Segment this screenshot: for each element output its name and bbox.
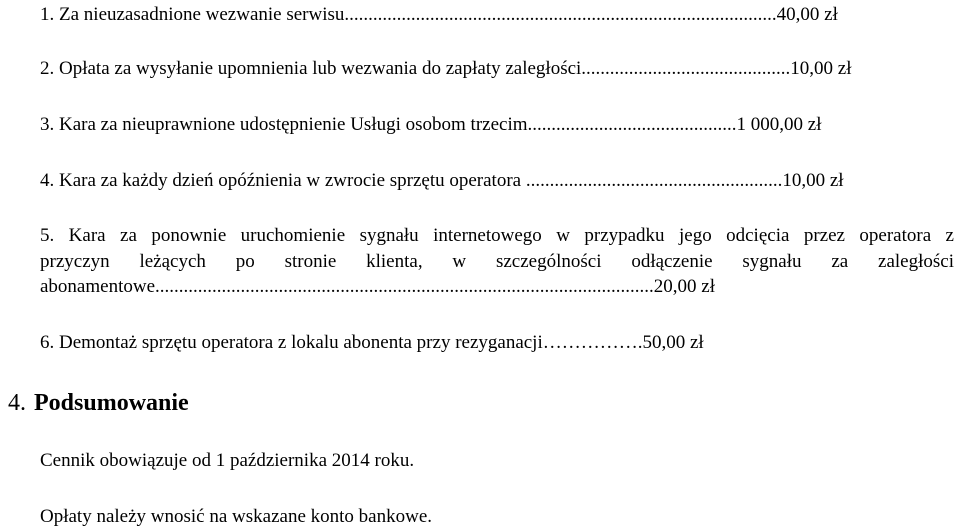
fee-item-5-line-3: abonamentowe.........................................................................................................20,00 zł [40, 276, 715, 297]
section-title: Podsumowanie [34, 390, 189, 416]
fee-item-5-line-2: przyczyn leżących po stronie klienta, w szczególności odłączenie sygnału za zaległości [40, 251, 954, 272]
fee-item-5-line-1: 5. Kara za ponownie uruchomienie sygnału internetowego w przypadku jego odcięcia przez operatora z [40, 225, 954, 246]
fee-item-1: 1. Za nieuzasadnione wezwanie serwisu...........................................................................................40,00 zł [40, 4, 838, 25]
fee-item-6: 6. Demontaż sprzętu operatora z lokalu abonenta przy rezyganacji…………….50,00 zł [40, 332, 704, 353]
section-heading [8, 389, 189, 417]
note-validity: Cennik obowiązuje od 1 października 2014 roku. [40, 450, 415, 471]
section-number: 4. [8, 390, 26, 416]
fee-item-3: 3. Kara za nieuprawnione udostępnienie Usługi osobom trzecim............................................1 000,00 zł [40, 114, 822, 135]
note-payment: Opłaty należy wnosić na wskazane konto bankowe. [40, 506, 433, 527]
fee-item-2: 2. Opłata za wysyłanie upomnienia lub wezwania do zapłaty zaległości............................................10,00 zł [40, 58, 852, 79]
fee-item-4: 4. Kara za każdy dzień opóźnienia w zwrocie sprzętu operatora ......................................................10,00 zł [40, 170, 844, 191]
